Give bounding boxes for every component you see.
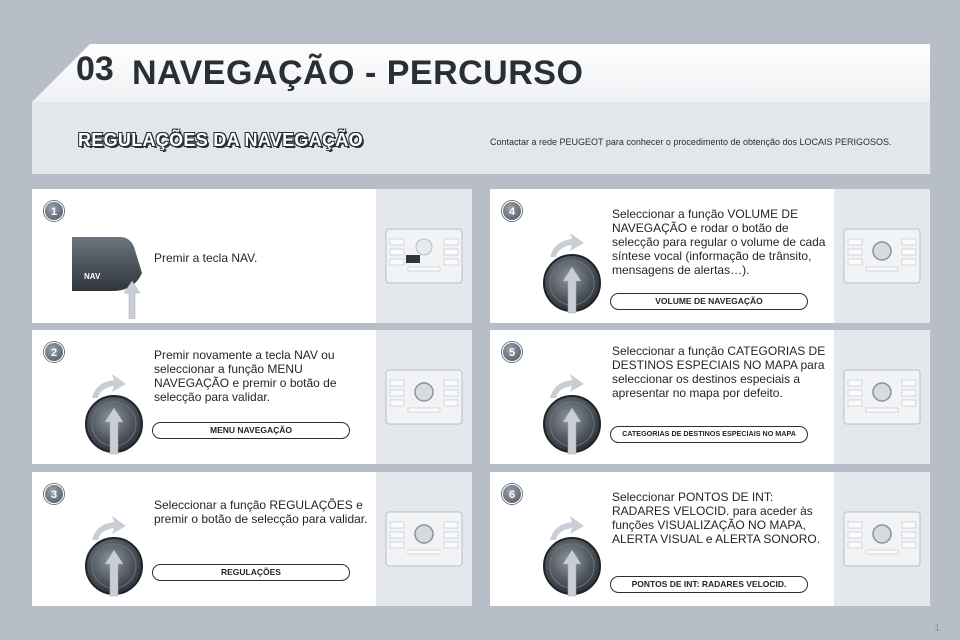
selection-knob-icon — [72, 350, 152, 460]
step-text: Premir novamente a tecla NAV ou seleccionar a função MENU NAVEGAÇÃO e premir o botão de selecção para validar. — [154, 348, 337, 404]
section-note: Contactar a rede PEUGEOT para conhecer o procedimento de obtenção dos LOCAIS PERIGOSOS. — [490, 137, 892, 147]
selection-knob-icon — [72, 492, 152, 602]
radio-panel-illustration — [384, 364, 464, 428]
page-number: 1 — [934, 623, 940, 634]
step-text: Seleccionar a função VOLUME DE NAVEGAÇÃO e rodar o botão de selecção para regular o volume de cada síntese vocal (informação de trânsito, mensagens de alertas…). — [612, 207, 826, 277]
step-card-2 — [32, 330, 472, 464]
step-number-badge: 6 — [502, 484, 522, 504]
step-number-badge: 1 — [44, 201, 64, 221]
step-text: Seleccionar a função CATEGORIAS DE DESTINOS ESPECIAIS NO MAPA para seleccionar os destinos especiais a apresentar no mapa por defeito. — [612, 344, 826, 400]
nav-key-icon — [72, 209, 152, 319]
step-card-6 — [490, 472, 930, 606]
selection-knob-icon — [530, 209, 610, 319]
radio-panel-illustration — [384, 223, 464, 287]
selection-knob-icon — [530, 492, 610, 602]
menu-label-tag: CATEGORIAS DE DESTINOS ESPECIAIS NO MAPA — [610, 426, 808, 443]
radio-panel-illustration — [842, 506, 922, 570]
page-title: NAVEGAÇÃO - PERCURSO — [132, 54, 584, 92]
nav-key-label: NAV — [84, 272, 101, 281]
section-title: REGULAÇÕES DA NAVEGAÇÃO — [78, 130, 363, 150]
selection-knob-icon — [530, 350, 610, 460]
step-card-3 — [32, 472, 472, 606]
menu-label-tag: MENU NAVEGAÇÃO — [152, 422, 350, 439]
step-card-1 — [32, 189, 472, 323]
radio-panel-illustration — [842, 223, 922, 287]
step-number-badge: 4 — [502, 201, 522, 221]
menu-label-tag: REGULAÇÕES — [152, 564, 350, 581]
step-number-badge: 2 — [44, 342, 64, 362]
radio-panel-illustration — [384, 506, 464, 570]
menu-label-tag: VOLUME DE NAVEGAÇÃO — [610, 293, 808, 310]
menu-label-tag: PONTOS DE INT: RADARES VELOCID. — [610, 576, 808, 593]
step-number-badge: 5 — [502, 342, 522, 362]
step-card-4 — [490, 189, 930, 323]
radio-panel-illustration — [842, 364, 922, 428]
step-text: Premir a tecla NAV. — [154, 251, 258, 265]
step-number-badge: 3 — [44, 484, 64, 504]
step-card-5 — [490, 330, 930, 464]
step-text: Seleccionar PONTOS DE INT: RADARES VELOCID. para aceder às funções VISUALIZAÇÃO NO MAPA, ALERTA VISUAL e ALERTA SONORO. — [612, 490, 821, 546]
step-text: Seleccionar a função REGULAÇÕES e premir o botão de selecção para validar. — [154, 498, 368, 526]
chapter-number: 03 — [76, 50, 114, 88]
